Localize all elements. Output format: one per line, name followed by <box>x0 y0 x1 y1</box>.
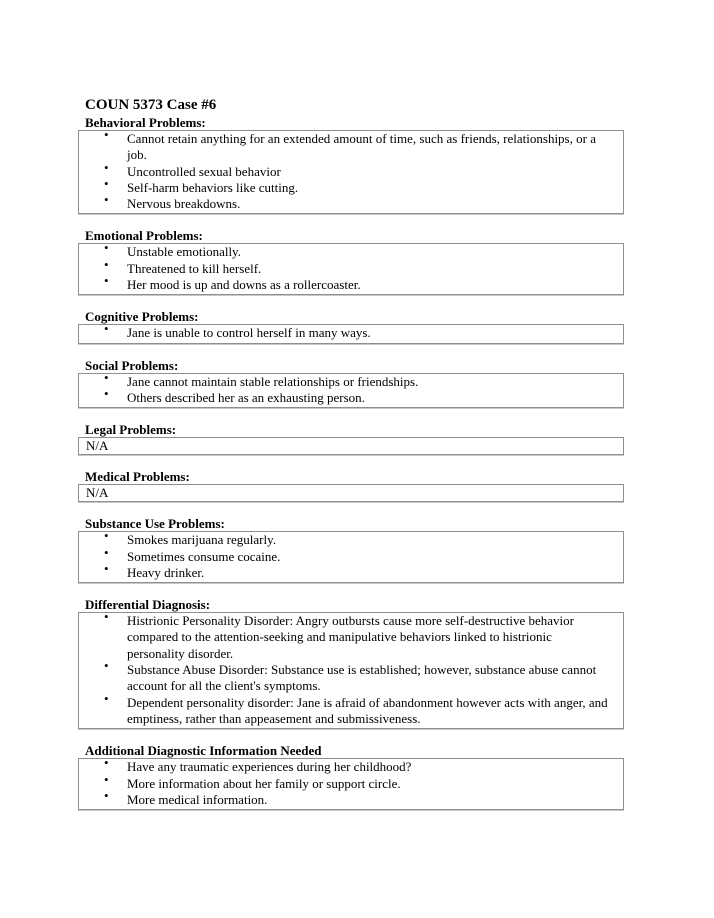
list-item <box>79 369 611 390</box>
section-box-behavioral <box>78 127 624 214</box>
bullet-icon: • <box>104 658 109 674</box>
list-item <box>79 609 611 662</box>
section-box-additional-info <box>78 755 624 810</box>
bullet-list <box>79 609 623 728</box>
list-item-text: More medical information. <box>127 791 268 807</box>
bullet-icon: • <box>104 321 109 337</box>
bullet-icon: • <box>104 240 109 256</box>
list-item-text: More information about her family or support circle. <box>127 775 401 791</box>
section-box-cognitive <box>78 321 624 343</box>
document-page <box>78 96 624 824</box>
section-heading-substance-use: Substance Use Problems: <box>85 516 225 532</box>
list-item-text: Have any traumatic experiences during her childhood? <box>127 759 412 775</box>
list-item <box>79 127 611 164</box>
list-item <box>79 256 611 277</box>
list-item <box>79 771 611 792</box>
bullet-icon: • <box>104 528 109 544</box>
bullet-icon: • <box>104 755 109 771</box>
list-item-text: Jane cannot maintain stable relationships or friendships. <box>127 373 419 389</box>
bullet-icon: • <box>104 159 109 175</box>
list-item-text: Others described her as an exhausting person. <box>127 389 365 405</box>
section-text: N/A <box>86 438 109 454</box>
bullet-icon: • <box>104 609 109 625</box>
bullet-list <box>79 127 623 213</box>
bullet-icon: • <box>104 192 109 208</box>
list-item-text: Sometimes consume cocaine. <box>127 548 281 564</box>
bullet-icon: • <box>104 127 109 142</box>
list-item-text: Uncontrolled sexual behavior <box>127 163 281 179</box>
bullet-icon: • <box>104 544 109 560</box>
bullet-list <box>79 240 623 294</box>
bullet-list <box>79 528 623 582</box>
list-item-text: Substance Abuse Disorder: Substance use is established; however, substance abuse cannot account for all the client's symptoms. <box>127 662 597 694</box>
bullet-icon: • <box>104 787 109 803</box>
list-item <box>79 175 611 196</box>
section-box-social <box>78 369 624 409</box>
bullet-icon: • <box>104 369 109 385</box>
section-heading-emotional: Emotional Problems: <box>85 228 203 244</box>
list-item <box>79 560 611 581</box>
bullet-icon: • <box>104 273 109 289</box>
bullet-list <box>79 321 623 342</box>
list-item <box>79 273 611 293</box>
section-box-substance-use <box>78 528 624 583</box>
list-item <box>79 658 611 695</box>
list-item-text: Nervous breakdowns. <box>127 196 241 212</box>
list-item-text: Smokes marijuana regularly. <box>127 532 276 548</box>
list-item-text: Unstable emotionally. <box>127 244 241 260</box>
list-item-text: Histrionic Personality Disorder: Angry outbursts cause more self-destructive behavior compared to the attention-seeking and manipulative behaviors linked to histrionic personality disorder. <box>127 613 574 661</box>
section-heading-medical: Medical Problems: <box>85 469 190 485</box>
section-heading-additional-info: Additional Diagnostic Information Needed <box>85 743 322 759</box>
section-heading-cognitive: Cognitive Problems: <box>85 309 199 325</box>
list-item <box>79 755 611 775</box>
list-item <box>79 544 611 565</box>
list-item-text: Heavy drinker. <box>127 564 205 580</box>
section-box-legal <box>78 437 624 455</box>
list-item <box>79 159 611 180</box>
section-box-emotional <box>78 240 624 295</box>
list-item-text: Cannot retain anything for an extended amount of time, such as friends, relationships, or a job. <box>127 131 596 163</box>
bullet-list <box>79 755 623 809</box>
bullet-icon: • <box>104 256 109 272</box>
list-item <box>79 528 611 548</box>
bullet-icon: • <box>104 771 109 787</box>
bullet-icon: • <box>104 175 109 191</box>
bullet-list <box>79 369 623 408</box>
document-title: COUN 5373 Case #6 <box>85 97 217 113</box>
list-item <box>79 385 611 406</box>
list-item-text: Self-harm behaviors like cutting. <box>127 179 299 195</box>
section-box-medical <box>78 484 624 502</box>
list-item-text: Threatened to kill herself. <box>127 260 262 276</box>
section-heading-legal: Legal Problems: <box>85 422 177 438</box>
list-item <box>79 787 611 808</box>
section-heading-social: Social Problems: <box>85 357 179 373</box>
bullet-icon: • <box>104 690 109 706</box>
bullet-icon: • <box>104 560 109 576</box>
list-item <box>79 321 611 341</box>
list-item-text: Dependent personality disorder: Jane is afraid of abandonment however acts with anger, and emptiness, rather than appeasement and submissiveness. <box>127 694 608 726</box>
list-item <box>79 192 611 212</box>
bullet-icon: • <box>104 385 109 401</box>
section-box-differential-diagnosis <box>78 609 624 729</box>
list-item <box>79 240 611 260</box>
section-text: N/A <box>86 485 109 501</box>
section-heading-behavioral: Behavioral Problems: <box>85 115 206 130</box>
list-item-text: Jane is unable to control herself in many ways. <box>127 325 371 341</box>
section-heading-differential-diagnosis: Differential Diagnosis: <box>85 597 211 613</box>
list-item-text: Her mood is up and downs as a rollercoaster. <box>127 277 361 293</box>
list-item <box>79 690 611 728</box>
